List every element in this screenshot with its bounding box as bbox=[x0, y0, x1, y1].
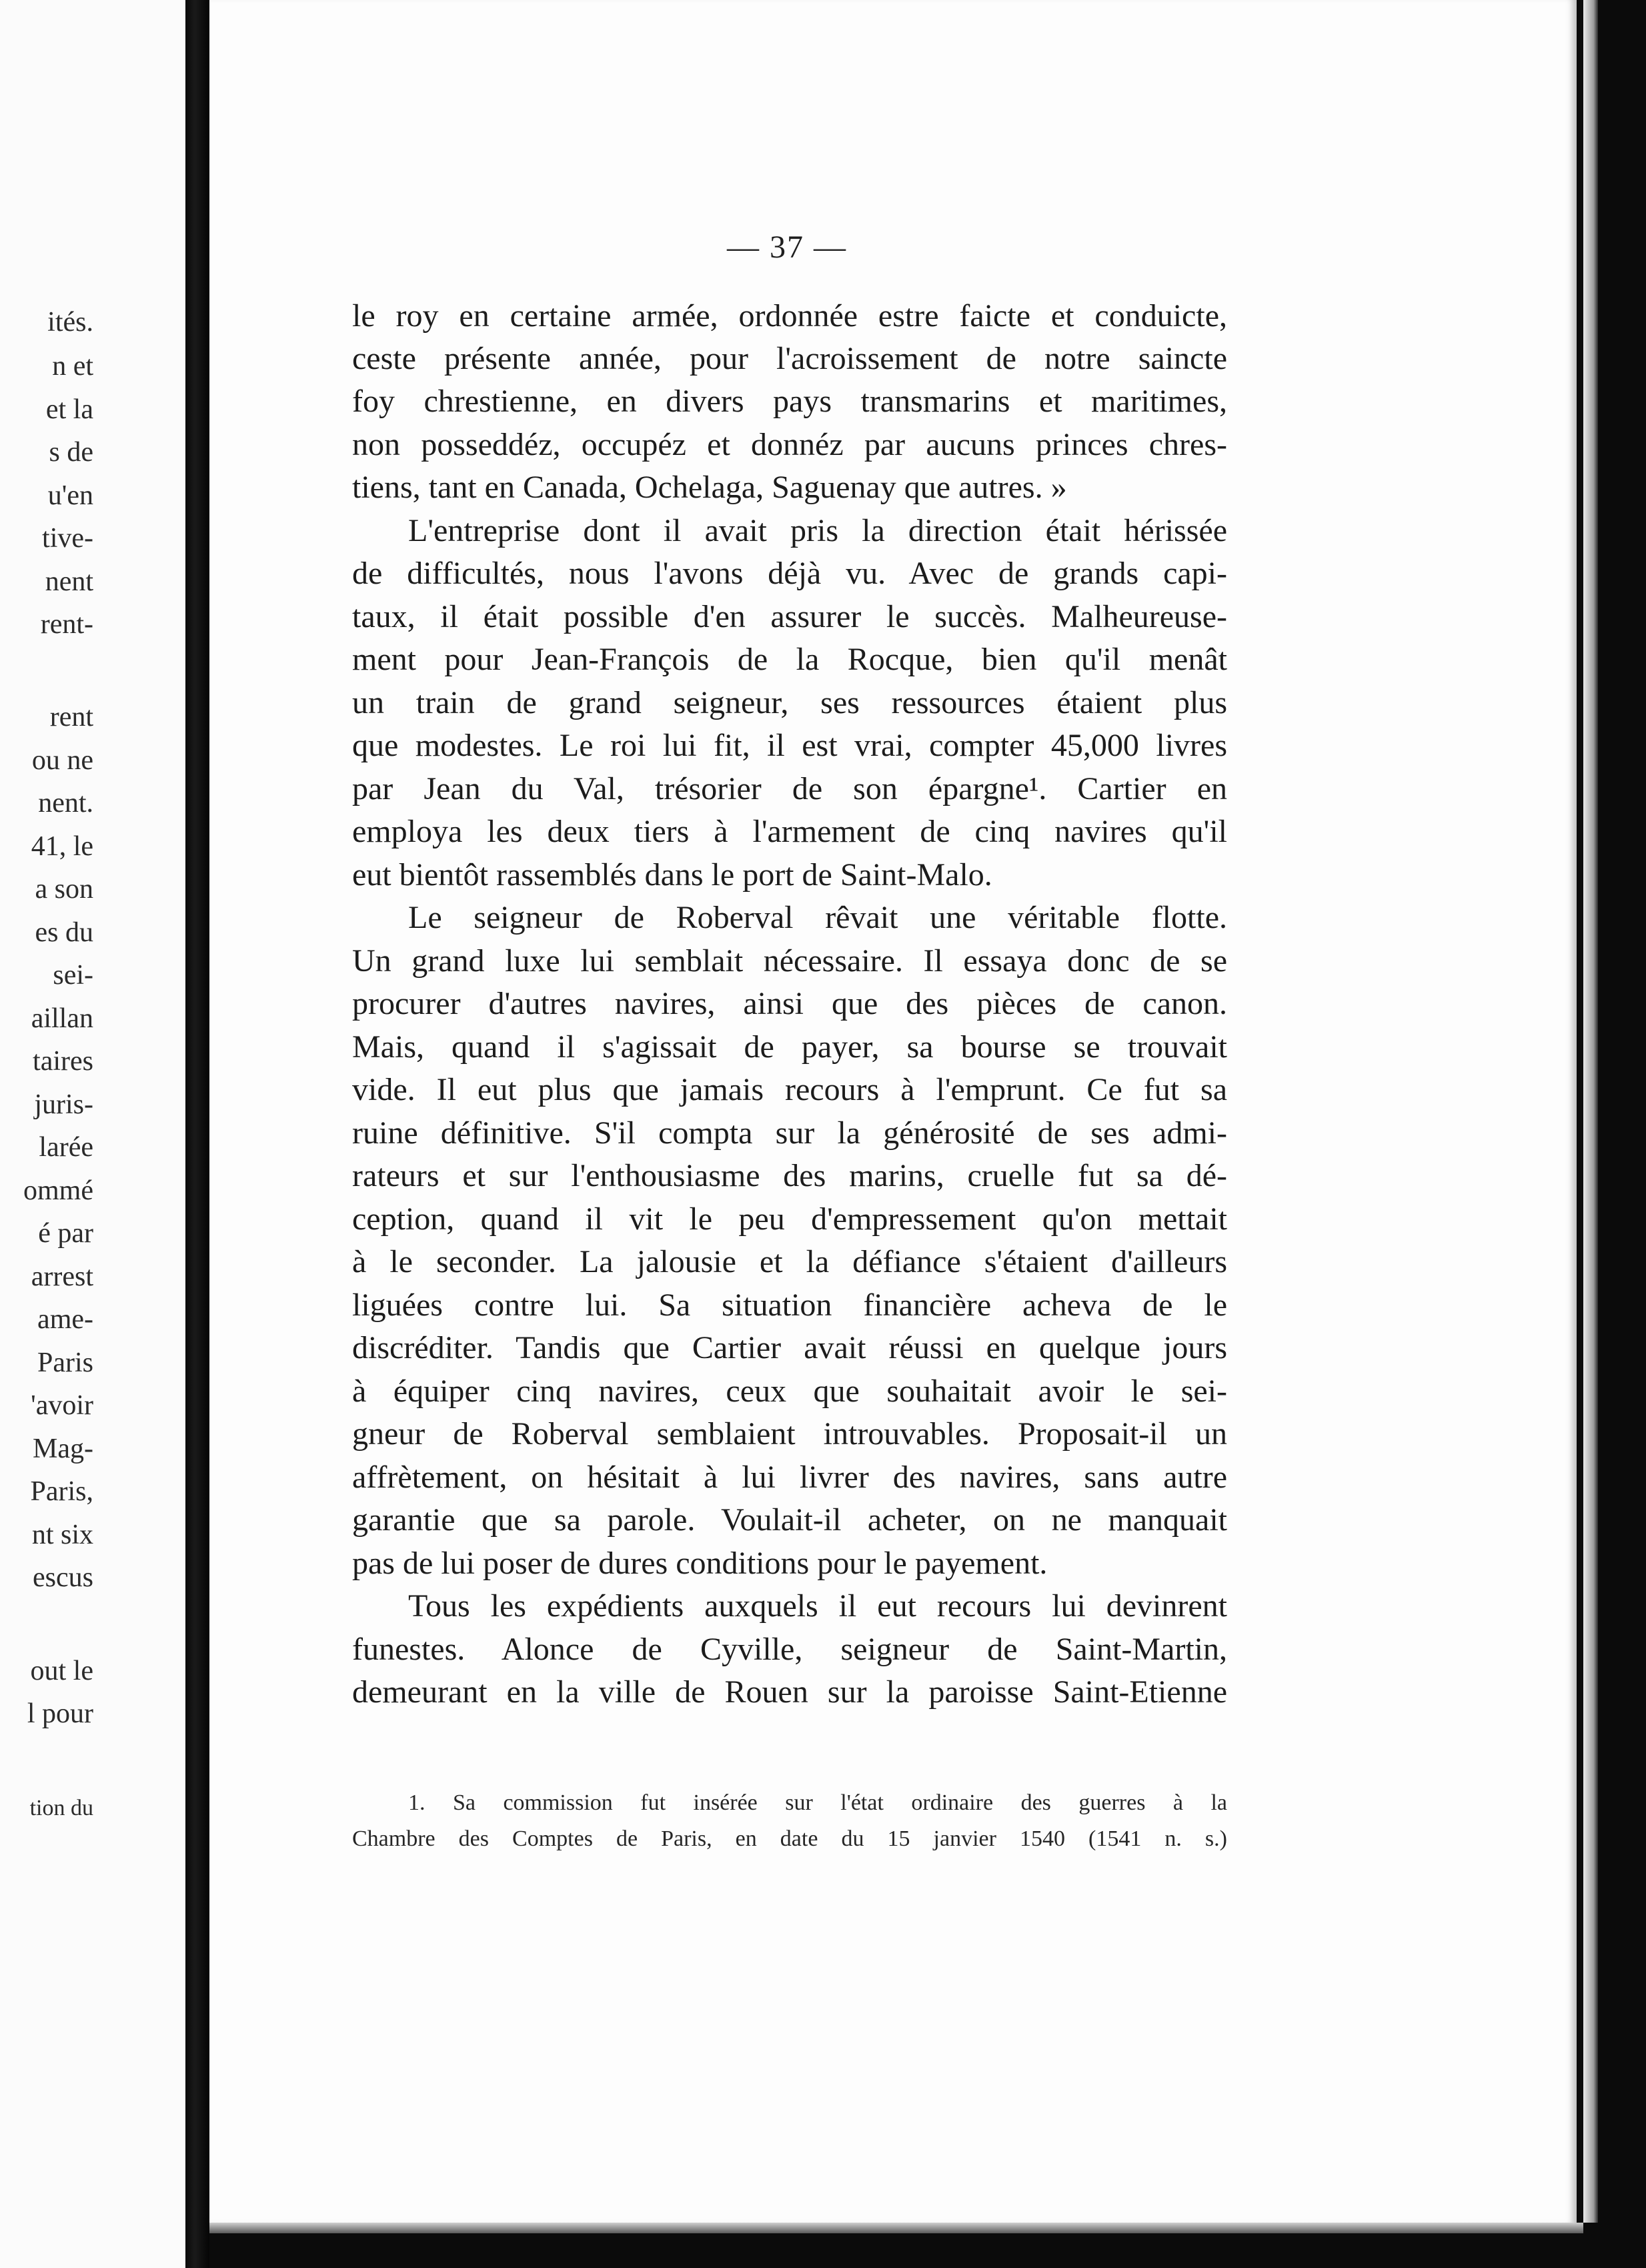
body-line: par Jean du Val, trésorier de son épargne¹. Cartier en bbox=[352, 771, 1227, 806]
body-line: employa les deux tiers à l'armement de cinq navires qu'il bbox=[352, 814, 1227, 849]
left-line: l pour bbox=[27, 1698, 93, 1729]
body-line: liguées contre lui. Sa situation financière acheva de le bbox=[352, 1287, 1227, 1323]
footnote-line: Chambre des Comptes de Paris, en date du 15 janvier 1540 (1541 n. s.) bbox=[352, 1826, 1227, 1851]
left-line: aillan bbox=[31, 1003, 93, 1034]
body-line: affrètement, on hésitait à lui livrer des navires, sans autre bbox=[352, 1460, 1227, 1495]
page-number: — 37 — bbox=[727, 229, 847, 265]
left-line: ités. bbox=[47, 307, 93, 338]
body-line: pas de lui poser de dures conditions pour le payement. bbox=[352, 1546, 1048, 1581]
left-page-fragment bbox=[0, 0, 185, 2268]
body-line: ception, quand il vit le peu d'empressement qu'on mettait bbox=[352, 1201, 1227, 1237]
left-line: juris- bbox=[34, 1089, 93, 1120]
body-line: de difficultés, nous l'avons déjà vu. Avec de grands capi- bbox=[352, 556, 1227, 591]
book-gutter bbox=[185, 0, 209, 2268]
left-line: ame- bbox=[37, 1304, 93, 1335]
left-line: rent- bbox=[40, 609, 93, 640]
left-line: escus bbox=[33, 1562, 93, 1593]
body-line: taux, il était possible d'en assurer le succès. Malheureuse- bbox=[352, 599, 1227, 634]
body-line: garantie que sa parole. Voulait-il acheter, on ne manquait bbox=[352, 1502, 1227, 1538]
body-line: ceste présente année, pour l'acroissement de notre saincte bbox=[352, 341, 1227, 376]
body-line: ruine définitive. S'il compta sur la générosité de ses admi- bbox=[352, 1115, 1227, 1151]
body-line: le roy en certaine armée, ordonnée estre faicte et conduicte, bbox=[352, 298, 1227, 334]
body-line: à le seconder. La jalousie et la défiance s'étaient d'ailleurs bbox=[352, 1244, 1227, 1279]
body-line: gneur de Roberval semblaient introuvables. Proposait-il un bbox=[352, 1416, 1227, 1452]
body-line: rateurs et sur l'enthousiasme des marins, cruelle fut sa dé- bbox=[352, 1158, 1227, 1193]
body-line: foy chrestienne, en divers pays transmarins et maritimes, bbox=[352, 384, 1227, 419]
left-line: ommé bbox=[23, 1175, 93, 1206]
body-line: tiens, tant en Canada, Ochelaga, Saguenay que autres. » bbox=[352, 470, 1067, 505]
left-line: u'en bbox=[47, 480, 93, 511]
body-line: Tous les expédients auxquels il eut recours lui devinrent bbox=[408, 1588, 1227, 1624]
left-line: nt six bbox=[31, 1520, 93, 1550]
left-line: out le bbox=[30, 1656, 93, 1686]
left-line: sei- bbox=[53, 960, 93, 991]
left-line: tive- bbox=[42, 523, 93, 554]
body-line: Mais, quand il s'agissait de payer, sa bourse se trouvait bbox=[352, 1029, 1227, 1065]
left-line: arrest bbox=[31, 1261, 93, 1292]
left-line: nent. bbox=[38, 788, 93, 818]
body-line: eut bientôt rassemblés dans le port de Saint-Malo. bbox=[352, 857, 992, 893]
left-line: et la bbox=[45, 394, 93, 425]
body-line: ment pour Jean-François de la Rocque, bien qu'il menât bbox=[352, 642, 1227, 677]
page-bottom-edge bbox=[209, 2223, 1583, 2233]
body-line: L'entreprise dont il avait pris la direction était hérissée bbox=[408, 513, 1227, 548]
left-line: 'avoir bbox=[31, 1390, 93, 1421]
left-line: rent bbox=[49, 702, 93, 732]
left-line: s de bbox=[49, 437, 93, 468]
body-line: Un grand luxe lui semblait nécessaire. Il essaya donc de se bbox=[352, 943, 1227, 979]
left-line: taires bbox=[33, 1046, 93, 1077]
body-line: procurer d'autres navires, ainsi que des pièces de canon. bbox=[352, 986, 1227, 1021]
body-line: Le seigneur de Roberval rêvait une véritable flotte. bbox=[408, 900, 1227, 935]
left-line: ou ne bbox=[31, 745, 93, 776]
left-line: Paris bbox=[37, 1347, 93, 1378]
left-line: larée bbox=[39, 1132, 93, 1163]
left-line: n et bbox=[52, 351, 93, 382]
body-line: que modestes. Le roi lui fit, il est vrai, compter 45,000 livres bbox=[352, 728, 1227, 763]
left-line: nent bbox=[45, 566, 93, 597]
body-line: à équiper cinq navires, ceux que souhaitait avoir le sei- bbox=[352, 1373, 1227, 1409]
body-line: vide. Il eut plus que jamais recours à l'emprunt. Ce fut sa bbox=[352, 1072, 1227, 1107]
body-line: funestes. Alonce de Cyville, seigneur de Saint-Martin, bbox=[352, 1632, 1227, 1667]
left-line: es du bbox=[35, 917, 93, 948]
body-line: demeurant en la ville de Rouen sur la paroisse Saint-Etienne bbox=[352, 1674, 1227, 1710]
body-line: discréditer. Tandis que Cartier avait réussi en quelque jours bbox=[352, 1330, 1227, 1365]
body-line: non posseddéz, occupéz et donnéz par aucuns princes chres- bbox=[352, 427, 1227, 462]
page-edge-strip bbox=[1583, 0, 1598, 2223]
left-line: Mag- bbox=[33, 1434, 93, 1464]
footnote-line: 1. Sa commission fut insérée sur l'état ordinaire des guerres à la bbox=[408, 1790, 1227, 1815]
left-line: Paris, bbox=[30, 1476, 93, 1507]
left-line: 41, le bbox=[31, 831, 93, 862]
left-line: a son bbox=[35, 874, 93, 905]
left-line: tion du bbox=[29, 1796, 93, 1820]
body-line: un train de grand seigneur, ses ressources étaient plus bbox=[352, 685, 1227, 720]
left-line: é par bbox=[38, 1218, 93, 1249]
